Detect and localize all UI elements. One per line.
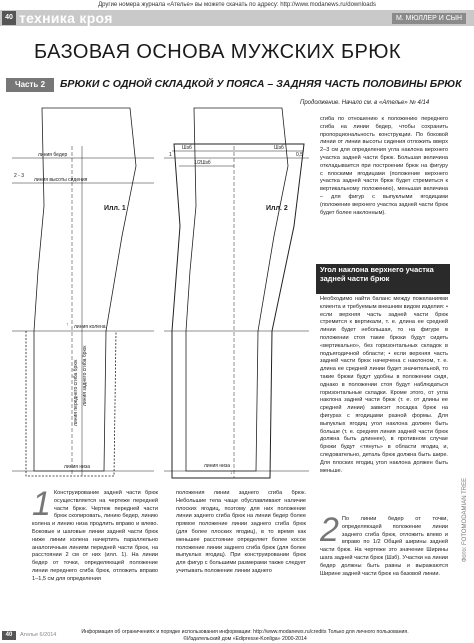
section-title: техника кроя (19, 10, 113, 26)
label-hips-1: линия бедер (38, 152, 68, 158)
column-1 (32, 490, 158, 626)
brand-tag: М. МЮЛЛЕР И СЫН (392, 13, 466, 24)
footer-line-2: ©Издательский дом «Edipresse-Konliga» 2000-2014 (183, 635, 307, 642)
dropcap-1: 1 (32, 490, 51, 523)
footer-text (55, 629, 435, 642)
dropcap-2: 2 (320, 516, 339, 549)
footer-page-number: 40 (2, 631, 16, 640)
section-heading: Угол наклона верхнего участка задней части брюк (320, 265, 434, 283)
label-front-crease: линия переднего сгиба брюк (73, 359, 79, 426)
top-notice: Другие номера журнала «Ателье» вы можете скачать по адресу: http://www.modanews.ru/downloads (98, 2, 376, 8)
pattern-illustrations (4, 106, 314, 484)
label-half: 0,5 (296, 152, 303, 158)
side-credit-text: Фото: FOTOMODAMIAN TREE (462, 477, 468, 563)
article-title: БАЗОВАЯ ОСНОВА МУЖСКИХ БРЮК (34, 41, 401, 63)
illustration-1 (12, 108, 154, 476)
marker-top: ↑ (66, 322, 69, 328)
footer-line-1: Информация об ограничениях и порядке использования информации: http://www.modanews.ru/credits Только для личного пользования. (81, 629, 409, 635)
column-3-bottom (320, 516, 448, 626)
label-half-shsb: 1/2Шзб (194, 160, 211, 166)
page-number: 40 (2, 11, 16, 25)
section-heading-box (316, 264, 450, 294)
label-shsb-right: Шзб (274, 145, 284, 151)
column-1-text: Конструирование задней части брюк осуществляется на чертеже передней части брюк. Чертеж передней части брюк скопировать, линию бедер, линию колена и линию низа продлить вправо и влево. Боковые и шаговые линии задней части брюк ниже линии колена начертить параллельно аналогичным линиям передней части брюк, на расстоянии 2 см от них (илл. 1). На линии бедер от точки, определяющей положение линии переднего сгиба брюк, отложить вправо 1–1,5 см для определения (32, 490, 158, 582)
label-one: 1 (169, 152, 172, 158)
label-seat-1: линия высоты сидения (34, 177, 88, 183)
label-bottom-2: линия низа (204, 463, 230, 469)
continuation-note: Продолжение. Начало см. в «Ателье» № 4/14 (300, 100, 430, 106)
footer-magazine: Ателье 6/2014 (20, 632, 57, 638)
illustration-2 (164, 108, 309, 478)
label-back-crease: линия заднего сгиба брюк (82, 345, 88, 406)
column-3-middle: Необходимо найти баланс между пожеланиями клиента и требуемым внешним видом изделия: • если верхняя часть задней части брюк стремится к вертикали, т. е. длина ее средней линии будет небольшая, то на фигуре в положении стоя такие брюки будут сидеть «вертикально», без горизонтальных складок в подъягодичной области; • если верхняя часть задней части брюк начерчена с наклоном, т. е. длина ее средней линии будет значительной, то такие брюки будут удобны в положении сидя, однако в положении стоя будут наблюдаться горизонтальные складки. Кроме этого, от угла наклона задней части брюк (т. е. от длины ее средней линии) зависит посадка брюк на фигурах с ягодицами разной формы. Для выпуклых ягодиц угол наклона должен быть больше (т. е. средняя линия задней части брюк должна быть длиннее), в противном случае брюки будут «тянуть» в области ягодиц и, следовательно, деталь брюк должна быть шире. Для плоских ягодиц угол наклона должен быть меньше. (320, 296, 448, 474)
label-shsb-left: Шзб (182, 145, 192, 151)
side-credit (460, 420, 474, 620)
column-2: положения линии заднего сгиба брюк. Небольшие тела чаще обуславливают наличие плоских ягодиц, поэтому для них положение линии заднего сгиба брюк на линии бедер более прямое положение линии заднего сгиба брюк (для более плоских ягодиц), в то время как меньшее расстояние определяет более косое положение линии заднего сгиба брюк (для более выпуклых ягодиц). При конструировании брюк для фигур с большими размерами также следует учитывать положение линии заднего (176, 490, 306, 574)
label-knee-1: линия колена (74, 324, 106, 330)
label-ill-2: Илл. 2 (266, 205, 288, 212)
label-measure: 2 - 3 (14, 173, 25, 179)
label-bottom-1: линия низа (64, 464, 90, 470)
column-3-bottom-text: По линии бедер от точки, определяющей положение линии заднего сгиба брюк, отложить влево и вправо по 1/2 Общей ширины задней части брюк. На чертеже это значение Ширины шага задней части брюк (Шзб). Участки на линии бедер должны быть равны и выражаются Ширине задней части брюк на базовой линии. (320, 516, 448, 577)
column-3-top: сгиба по отношению к положению переднего сгиба на линии бедер, чтобы сохранить пропорциональность конструкции. По боковой линии от линии высоты сидения отложить вверх 2–3 см для определения угла наклона верхнего участка задней части брюк. Большая величина откладывается при построении брюк на фигуру с плоскими ягодицами (положение верхнего участка задней части брюк будет стремиться к вертикальному положению), меньшая величина – для фигур с выпуклыми ягодицами (положение верхнего участка задней части брюк будет более наклонным). (320, 116, 448, 216)
label-ill-1: Илл. 1 (104, 205, 126, 212)
marker-bottom: ↓ (230, 470, 233, 476)
article-subtitle: БРЮКИ С ОДНОЙ СКЛАДКОЙ У ПОЯСА – ЗАДНЯЯ ЧАСТЬ ПОЛОВИНЫ БРЮК (60, 78, 462, 90)
part-badge: Часть 2 (6, 78, 54, 92)
